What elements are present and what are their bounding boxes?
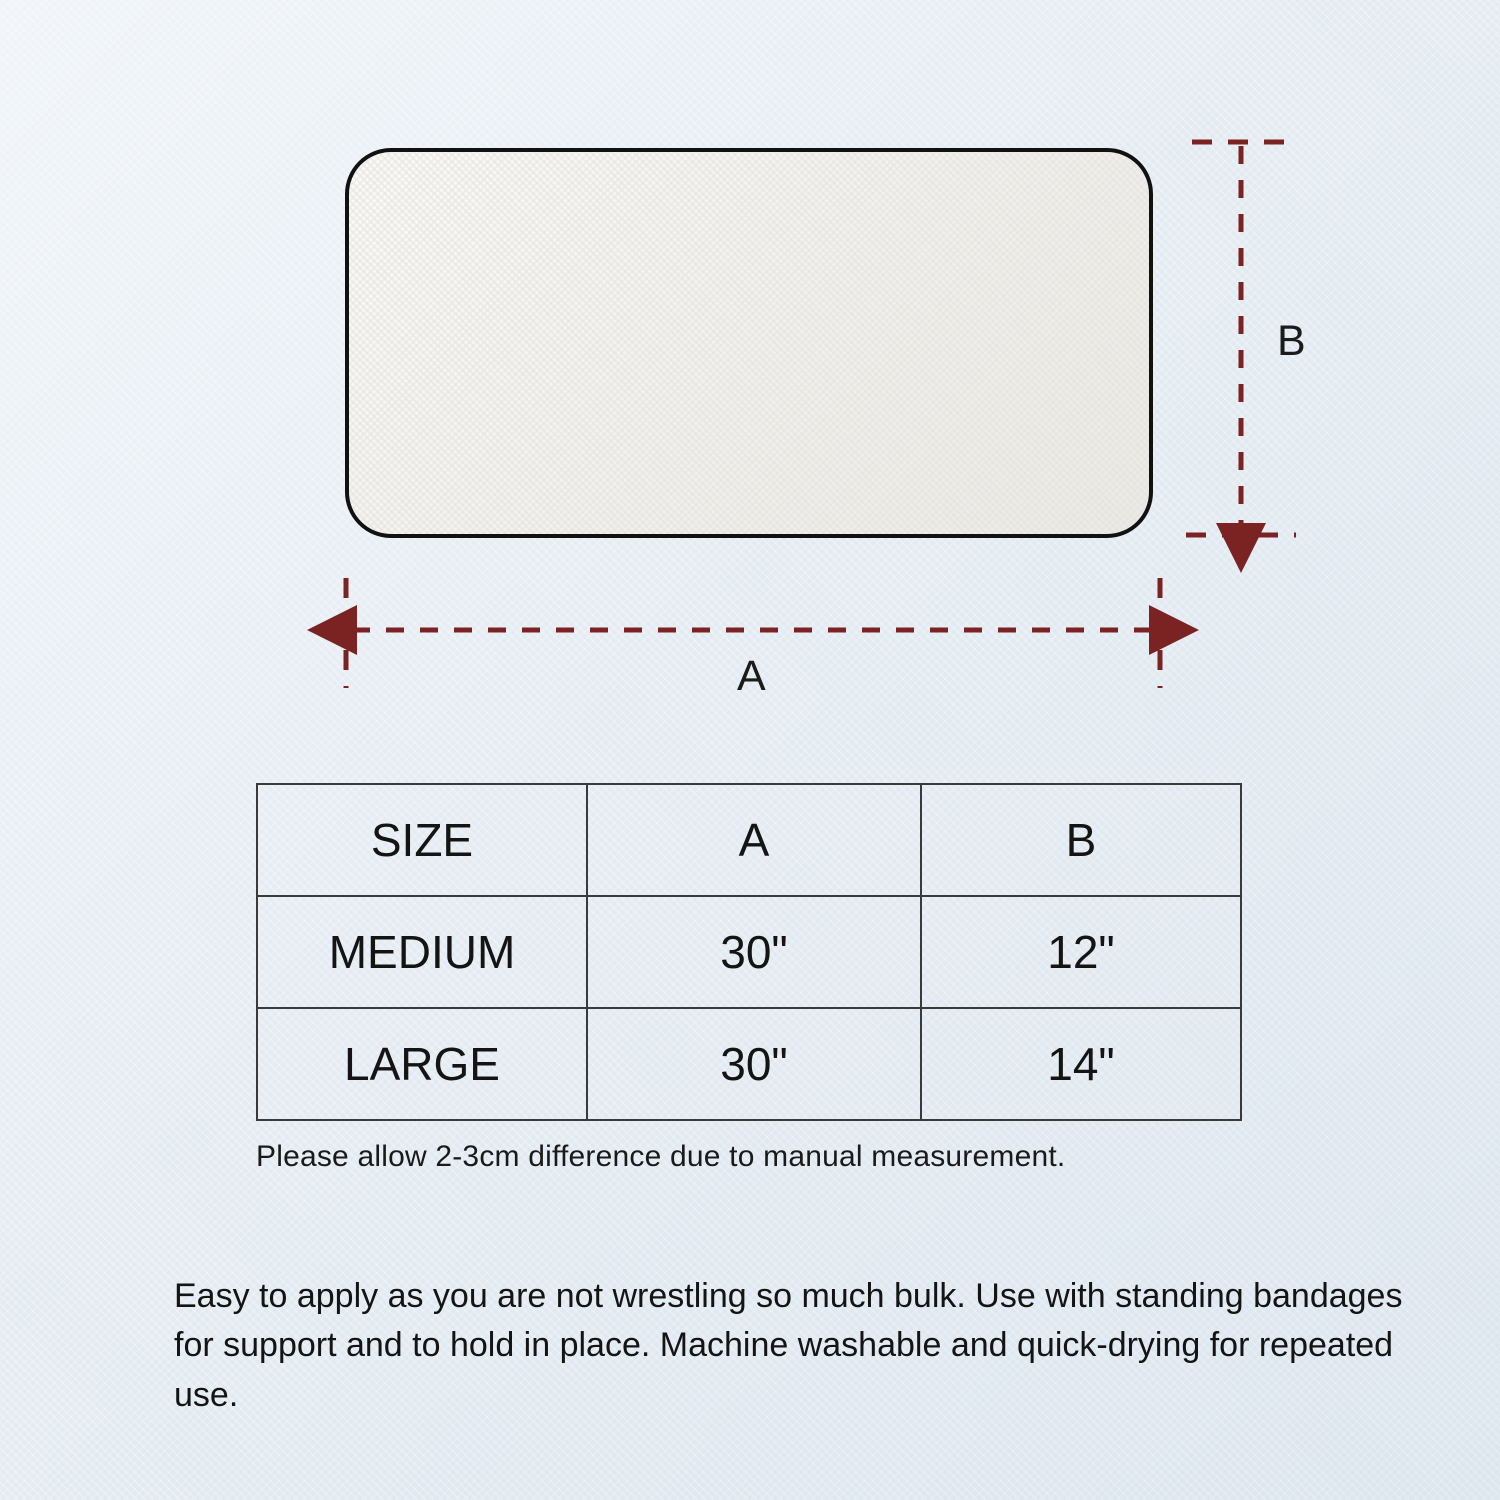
measurement-note: Please allow 2-3cm difference due to manual measurement. <box>256 1140 1066 1173</box>
cell-b: 14" <box>921 1008 1241 1120</box>
table-header-row <box>257 784 1241 896</box>
cell-a: 30" <box>587 896 921 1008</box>
product-description: Easy to apply as you are not wrestling so much bulk. Use with standing bandages for support and to hold in place. Machine washable and quick-drying for repeated use. <box>174 1277 1403 1414</box>
cell-size: MEDIUM <box>257 896 587 1008</box>
column-header-b: B <box>921 784 1241 896</box>
cell-b: 12" <box>921 896 1241 1008</box>
dimension-label-a: A <box>737 652 766 700</box>
size-table <box>256 783 1242 1121</box>
column-header-size: SIZE <box>257 784 587 896</box>
column-header-a: A <box>587 784 921 896</box>
table-row <box>257 896 1241 1008</box>
cell-a: 30" <box>587 1008 921 1120</box>
table-row <box>257 1008 1241 1120</box>
dimension-label-b: B <box>1277 317 1306 365</box>
cell-size: LARGE <box>257 1008 587 1120</box>
product-shape-illustration <box>345 148 1153 538</box>
